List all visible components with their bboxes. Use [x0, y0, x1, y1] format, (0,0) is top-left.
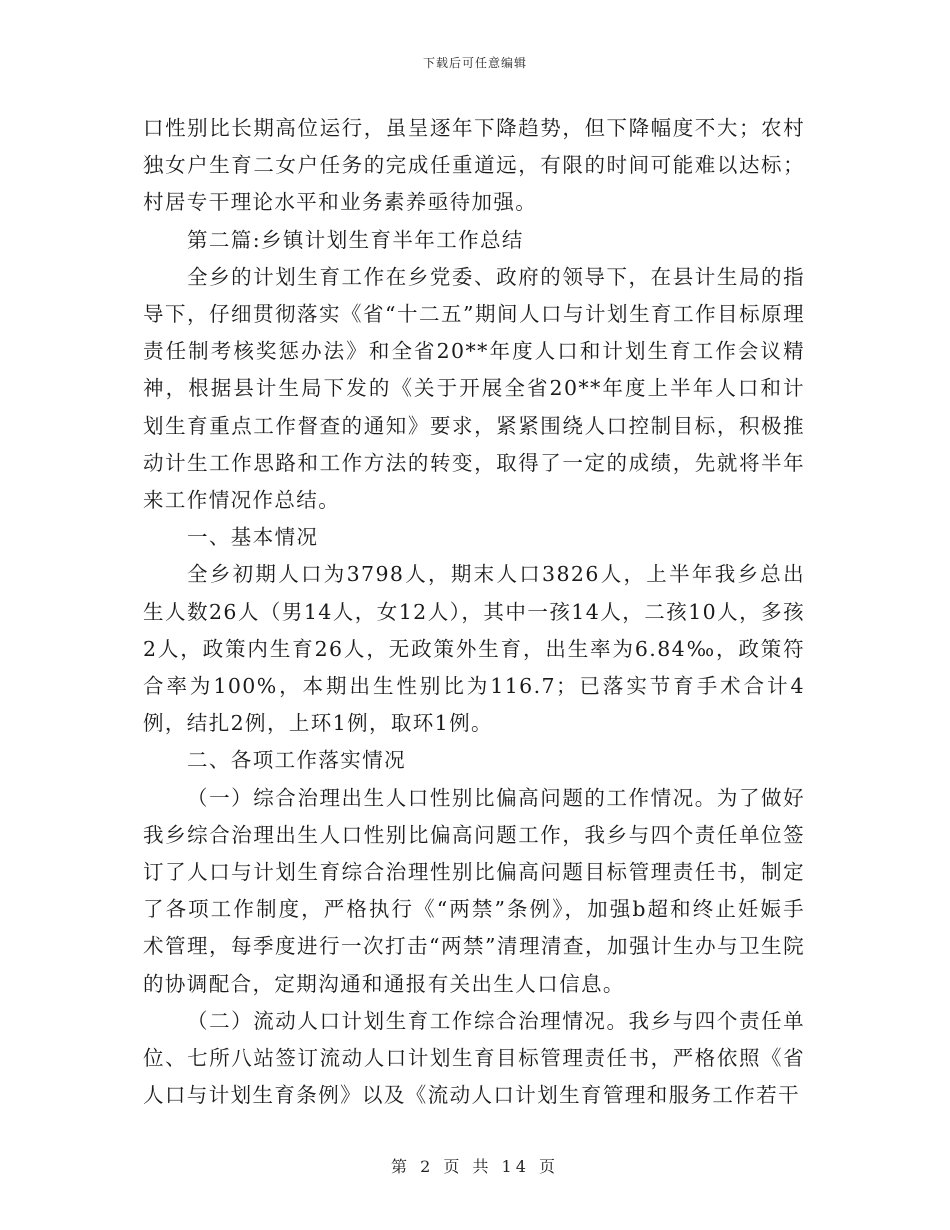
paragraph-floating-population: （二）流动人口计划生育工作综合治理情况。我乡与四个责任单位、七所八站签订流动人口计划生育目标管理责任书，严格依照《省人口与计划生育条例》以及《流动人口计划生育管理和服务工作若干	[143, 1008, 805, 1108]
document-body	[143, 110, 805, 1114]
heading-work-implementation: 二、各项工作落实情况	[187, 748, 406, 773]
page-footer: 第 2 页 共 14 页	[391, 1157, 559, 1176]
page-header: 下载后可任意编辑	[422, 56, 527, 70]
paragraph-basic-situation: 全乡初期人口为3798人，期末人口3826人，上半年我乡总出生人数26人（男14人，女12人），其中一孩14人，二孩10人，多孩2人，政策内生育26人，无政策外生育，出生率为6.84‰，政策符合率为100%，本期出生性别比为116.7；已落实节育手术合计4例，结扎2例，上环1例，取环1例。	[143, 562, 805, 736]
heading-basic-situation: 一、基本情况	[187, 525, 319, 550]
paragraph-continuation: 口性别比长期高位运行，虽呈逐年下降趋势，但下降幅度不大；农村独女户生育二女户任务的完成任重道远，有限的时间可能难以达标；村居专干理论水平和业务素养亟待加强。	[143, 116, 805, 215]
paragraph-sex-ratio: （一）综合治理出生人口性别比偏高问题的工作情况。为了做好我乡综合治理出生人口性别比偏高问题工作，我乡与四个责任单位签订了人口与计划生育综合治理性别比偏高问题目标管理责任书，制定了各项工作制度，严格执行《“两禁”条例》，加强b超和终止妊娠手术管理，每季度进行一次打击“两禁”清理清查，加强计生办与卫生院的协调配合，定期沟通和通报有关出生人口信息。	[143, 785, 805, 996]
section-title: 第二篇:乡镇计划生育半年工作总结	[187, 227, 524, 252]
paragraph-intro: 全乡的计划生育工作在乡党委、政府的领导下，在县计生局的指导下，仔细贯彻落实《省“十二五”期间人口与计划生育工作目标原理责任制考核奖惩办法》和全省20**年度人口和计划生育工作会议精神，根据县计生局下发的《关于开展全省20**年度上半年人口和计划生育重点工作督查的通知》要求，紧紧围绕人口控制目标，积极推动计生工作思路和工作方法的转变，取得了一定的成绩，先就将半年来工作情况作总结。	[143, 264, 805, 513]
